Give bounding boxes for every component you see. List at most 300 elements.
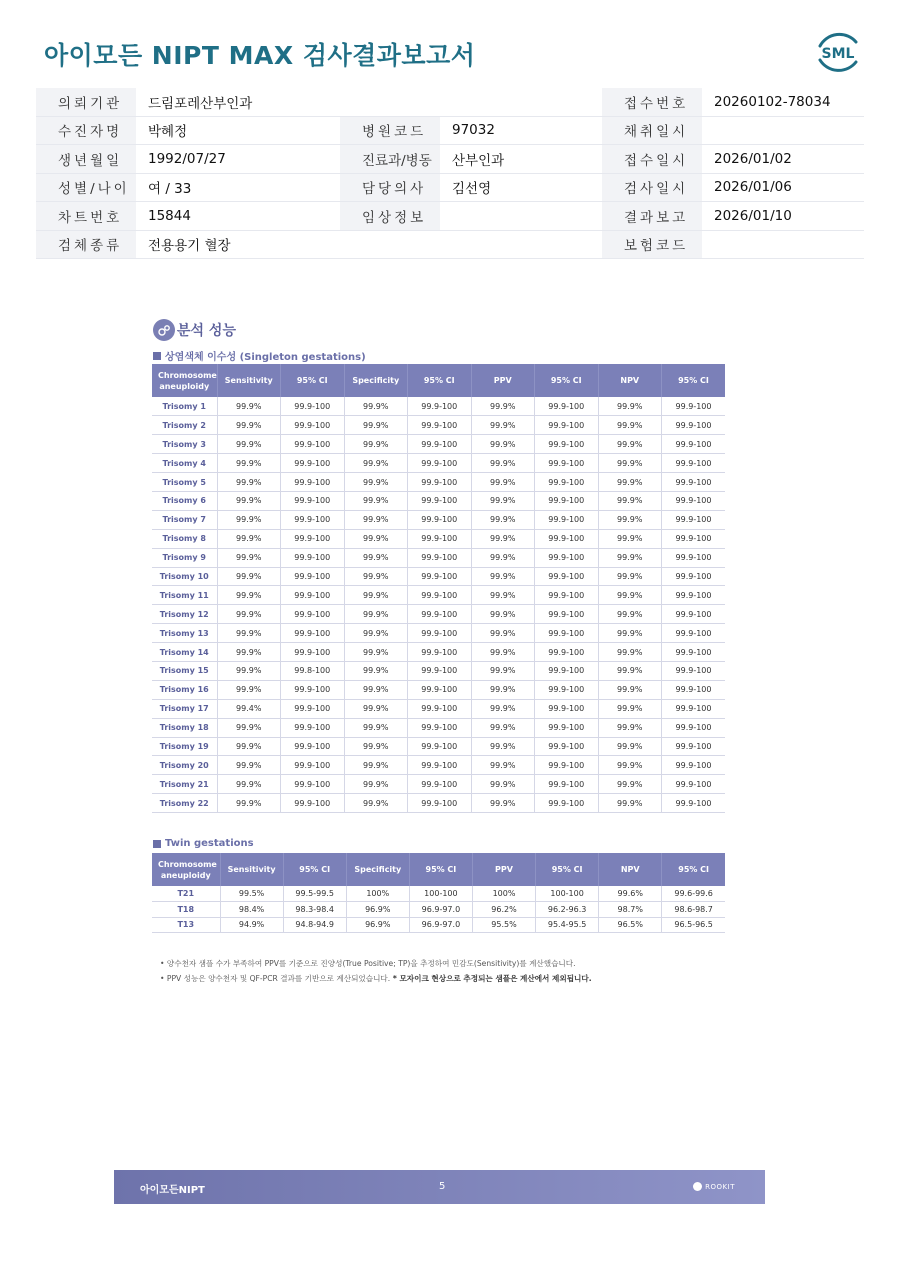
square-bullet-icon (153, 352, 161, 360)
table-cell: 99.9-100 (535, 473, 599, 492)
table-cell: 99.9% (217, 737, 281, 756)
column-header: 95% CI (535, 364, 599, 397)
table-cell: 99.9% (598, 454, 662, 473)
row-label: Trisomy 22 (152, 794, 217, 813)
table-cell: 99.9% (344, 529, 408, 548)
table-cell: 99.9-100 (408, 605, 472, 624)
table-cell: 99.9% (598, 718, 662, 737)
info-row (36, 88, 864, 117)
table-cell: 99.9-100 (535, 718, 599, 737)
table-header-row (152, 364, 725, 397)
info-value (702, 117, 864, 145)
table-cell: 99.9% (344, 737, 408, 756)
footnote-2-text: • PPV 성능은 양수천자 및 QF-PCR 결과를 기반으로 계산되었습니다. (160, 974, 391, 983)
table-cell: 99.4% (217, 699, 281, 718)
table-cell: 99.9-100 (408, 491, 472, 510)
table-cell: 99.6-99.6 (662, 886, 725, 902)
table-cell: 99.9% (217, 775, 281, 794)
row-label: Trisomy 20 (152, 756, 217, 775)
table-row (152, 567, 725, 586)
table-cell: 99.9% (471, 605, 535, 624)
table-cell: 98.4% (220, 902, 283, 918)
table-cell: 99.9-100 (535, 737, 599, 756)
info-value: 2026/01/10 (702, 202, 864, 230)
row-label: Trisomy 18 (152, 718, 217, 737)
table-cell: 96.9% (346, 902, 409, 918)
table-cell: 99.9-100 (408, 435, 472, 454)
table-cell: 99.9% (344, 718, 408, 737)
table-cell: 99.9-100 (662, 454, 726, 473)
table-row (152, 737, 725, 756)
table-cell: 99.9% (598, 416, 662, 435)
table-cell: 99.9% (471, 491, 535, 510)
table-cell: 99.9% (471, 756, 535, 775)
table-cell: 99.9-100 (408, 643, 472, 662)
table-cell: 99.9-100 (535, 699, 599, 718)
twin-subtitle (153, 838, 254, 849)
table-cell: 99.9-100 (408, 548, 472, 567)
table-cell: 99.5-99.5 (283, 886, 346, 902)
table-cell: 99.9-100 (535, 397, 599, 416)
table-cell: 100-100 (536, 886, 599, 902)
table-row (152, 529, 725, 548)
info-value: 김선영 (440, 174, 602, 202)
info-row (36, 117, 864, 146)
info-label: 병원코드 (340, 117, 440, 145)
row-label: Trisomy 7 (152, 510, 217, 529)
row-label: Trisomy 9 (152, 548, 217, 567)
column-header: 95% CI (409, 853, 472, 886)
column-header: 95% CI (283, 853, 346, 886)
table-cell: 99.9% (598, 435, 662, 454)
table-cell: 99.9% (217, 567, 281, 586)
singleton-subtitle-text: 상염색체 이수성 (Singleton gestations) (165, 352, 366, 363)
table-cell: 99.9-100 (281, 737, 345, 756)
table-cell: 99.9-100 (662, 529, 726, 548)
table-cell: 94.9% (220, 917, 283, 933)
row-label: T18 (152, 902, 220, 918)
table-cell: 99.9% (217, 529, 281, 548)
info-value: 15844 (136, 202, 340, 230)
singleton-subtitle (153, 348, 366, 363)
table-cell: 99.9-100 (662, 416, 726, 435)
table-cell: 99.9% (598, 567, 662, 586)
footer-mark-text: ROOKIT (705, 1182, 735, 1191)
table-row (152, 397, 725, 416)
column-header: Specificity (344, 364, 408, 397)
singleton-performance-table (152, 364, 725, 813)
table-cell: 99.9% (344, 454, 408, 473)
column-header: Chromosome aneuploidy (152, 364, 217, 397)
info-value: 드림포레산부인과 (136, 88, 602, 116)
table-cell: 99.9% (344, 510, 408, 529)
column-header: PPV (471, 364, 535, 397)
table-cell: 99.9-100 (662, 756, 726, 775)
table-cell: 99.9% (598, 548, 662, 567)
info-label: 보험코드 (602, 231, 702, 259)
table-row (152, 902, 725, 918)
row-label: Trisomy 11 (152, 586, 217, 605)
table-cell: 99.9% (598, 661, 662, 680)
patient-info-table (36, 88, 864, 259)
table-cell: 99.9-100 (281, 794, 345, 813)
table-cell: 99.9-100 (408, 510, 472, 529)
table-cell: 99.9-100 (535, 491, 599, 510)
table-cell: 99.9% (471, 680, 535, 699)
info-label: 성별/나이 (36, 174, 136, 202)
table-row (152, 661, 725, 680)
table-cell: 99.9% (598, 586, 662, 605)
table-cell: 99.9% (344, 605, 408, 624)
table-cell: 96.9% (346, 917, 409, 933)
table-cell: 99.9% (598, 737, 662, 756)
info-label: 수진자명 (36, 117, 136, 145)
table-cell: 99.9% (217, 661, 281, 680)
table-cell: 99.9-100 (408, 680, 472, 699)
table-cell: 99.9-100 (408, 454, 472, 473)
row-label: Trisomy 15 (152, 661, 217, 680)
table-cell: 99.9% (217, 586, 281, 605)
table-cell: 99.9% (344, 794, 408, 813)
row-label: Trisomy 3 (152, 435, 217, 454)
table-cell: 99.9% (344, 756, 408, 775)
rookit-logo-icon (693, 1182, 702, 1191)
table-cell: 99.9-100 (281, 680, 345, 699)
table-cell: 99.9% (471, 510, 535, 529)
table-cell: 99.9% (598, 529, 662, 548)
table-cell: 99.9-100 (281, 605, 345, 624)
table-cell: 99.9% (471, 699, 535, 718)
column-header: Sensitivity (217, 364, 281, 397)
table-cell: 99.9% (217, 643, 281, 662)
table-cell: 99.9-100 (662, 567, 726, 586)
table-cell: 99.9% (471, 737, 535, 756)
table-cell: 99.9% (344, 775, 408, 794)
row-label: Trisomy 6 (152, 491, 217, 510)
table-cell: 99.9% (344, 473, 408, 492)
table-cell: 99.9-100 (281, 699, 345, 718)
table-cell: 99.5% (220, 886, 283, 902)
table-cell: 99.9-100 (535, 510, 599, 529)
info-label: 검사일시 (602, 174, 702, 202)
table-cell: 99.9% (217, 718, 281, 737)
table-cell: 99.9-100 (535, 775, 599, 794)
table-row (152, 586, 725, 605)
footnote-2 (160, 971, 592, 986)
section-header (153, 319, 236, 341)
table-cell: 99.9-100 (408, 661, 472, 680)
table-cell: 99.9% (471, 529, 535, 548)
row-label: Trisomy 1 (152, 397, 217, 416)
info-value: 97032 (440, 117, 602, 145)
table-cell: 95.4-95.5 (536, 917, 599, 933)
table-cell: 99.9-100 (662, 680, 726, 699)
row-label: Trisomy 5 (152, 473, 217, 492)
table-cell: 99.9% (471, 435, 535, 454)
table-cell: 99.9% (471, 473, 535, 492)
table-cell: 99.9-100 (281, 397, 345, 416)
table-cell: 99.9-100 (281, 586, 345, 605)
table-cell: 99.9-100 (408, 473, 472, 492)
table-row (152, 794, 725, 813)
table-row (152, 680, 725, 699)
table-cell: 99.9% (471, 397, 535, 416)
page-footer (114, 1170, 765, 1204)
info-label: 의뢰기관 (36, 88, 136, 116)
footnote-1: • 양수천자 샘플 수가 부족하여 PPV를 기준으로 진양성(True Positive; TP)을 추정하여 민감도(Sensitivity)를 계산했습니다. (160, 959, 576, 968)
table-cell: 99.8-100 (281, 661, 345, 680)
info-label: 결과보고 (602, 202, 702, 230)
table-cell: 99.9% (217, 794, 281, 813)
row-label: Trisomy 12 (152, 605, 217, 624)
table-cell: 99.9% (598, 794, 662, 813)
info-row (36, 174, 864, 203)
table-row (152, 624, 725, 643)
table-cell: 99.9% (217, 756, 281, 775)
table-cell: 99.9-100 (281, 624, 345, 643)
table-cell: 99.9% (217, 435, 281, 454)
table-cell: 99.9% (217, 416, 281, 435)
column-header: Specificity (346, 853, 409, 886)
sml-logo (812, 28, 864, 76)
table-cell: 99.9-100 (281, 510, 345, 529)
table-cell: 99.9-100 (535, 567, 599, 586)
table-cell: 99.9-100 (662, 435, 726, 454)
column-header: 95% CI (281, 364, 345, 397)
info-row (36, 231, 864, 260)
table-cell: 100% (346, 886, 409, 902)
row-label: Trisomy 14 (152, 643, 217, 662)
table-cell: 99.9% (471, 586, 535, 605)
table-cell: 99.9-100 (408, 397, 472, 416)
info-value (440, 202, 602, 230)
table-cell: 95.5% (472, 917, 535, 933)
table-cell: 99.9-100 (535, 454, 599, 473)
table-cell: 99.9% (598, 510, 662, 529)
table-cell: 99.9-100 (662, 699, 726, 718)
flask-icon (153, 319, 175, 341)
table-cell: 99.9% (217, 624, 281, 643)
column-header: PPV (472, 853, 535, 886)
table-cell: 99.9-100 (408, 567, 472, 586)
table-cell: 99.6% (599, 886, 662, 902)
table-cell: 99.9% (344, 624, 408, 643)
table-cell: 99.9% (471, 718, 535, 737)
row-label: Trisomy 8 (152, 529, 217, 548)
table-cell: 99.9% (344, 661, 408, 680)
table-cell: 99.9% (598, 624, 662, 643)
table-cell: 99.9% (217, 397, 281, 416)
table-row (152, 510, 725, 529)
table-cell: 99.9% (344, 643, 408, 662)
table-cell: 99.9-100 (535, 605, 599, 624)
table-cell: 99.9-100 (535, 680, 599, 699)
table-cell: 99.9-100 (408, 624, 472, 643)
table-cell: 99.9% (344, 680, 408, 699)
table-row (152, 643, 725, 662)
table-cell: 99.9-100 (408, 699, 472, 718)
table-cell: 99.9% (471, 643, 535, 662)
table-cell: 96.2% (472, 902, 535, 918)
table-cell: 99.9% (471, 416, 535, 435)
column-header: 95% CI (662, 364, 726, 397)
info-value: 전용용기 혈장 (136, 231, 602, 259)
info-value: 20260102-78034 (702, 88, 864, 116)
table-cell: 99.9-100 (408, 416, 472, 435)
info-label: 담당의사 (340, 174, 440, 202)
table-cell: 99.9-100 (281, 435, 345, 454)
info-label: 임상정보 (340, 202, 440, 230)
column-header: 95% CI (408, 364, 472, 397)
table-cell: 99.9% (471, 567, 535, 586)
twin-subtitle-text: Twin gestations (165, 838, 254, 849)
table-cell: 99.9% (598, 473, 662, 492)
table-cell: 99.9-100 (281, 473, 345, 492)
table-cell: 99.9% (344, 435, 408, 454)
table-cell: 98.3-98.4 (283, 902, 346, 918)
footnote-2-emphasis: * 모자이크 현상으로 추정되는 샘플은 계산에서 제외됩니다. (390, 974, 592, 983)
table-cell: 99.9-100 (281, 454, 345, 473)
table-cell: 99.9% (217, 491, 281, 510)
info-value: 여 / 33 (136, 174, 340, 202)
table-row (152, 699, 725, 718)
table-cell: 99.9-100 (535, 548, 599, 567)
info-label: 생년월일 (36, 145, 136, 173)
table-cell: 98.7% (599, 902, 662, 918)
table-cell: 99.9-100 (281, 567, 345, 586)
table-cell: 99.9-100 (535, 643, 599, 662)
info-value: 박혜정 (136, 117, 340, 145)
table-cell: 99.9-100 (535, 756, 599, 775)
table-cell: 99.9% (344, 586, 408, 605)
page-number: 5 (439, 1181, 446, 1192)
table-cell: 96.5% (599, 917, 662, 933)
footer-brand: 아이모든NIPT (140, 1185, 205, 1196)
table-cell: 99.9% (217, 605, 281, 624)
table-cell: 96.2-96.3 (536, 902, 599, 918)
column-header: 95% CI (536, 853, 599, 886)
column-header: NPV (599, 853, 662, 886)
row-label: Trisomy 21 (152, 775, 217, 794)
table-cell: 99.9-100 (281, 643, 345, 662)
table-cell: 99.9-100 (535, 529, 599, 548)
info-label: 접수일시 (602, 145, 702, 173)
table-cell: 99.9% (471, 775, 535, 794)
table-cell: 99.9% (471, 624, 535, 643)
footer-mark (693, 1182, 735, 1191)
table-row (152, 416, 725, 435)
table-cell: 99.9% (471, 661, 535, 680)
info-label: 검체종류 (36, 231, 136, 259)
table-cell: 99.9-100 (662, 586, 726, 605)
row-label: Trisomy 16 (152, 680, 217, 699)
table-cell: 99.9-100 (281, 416, 345, 435)
table-cell: 99.9% (217, 454, 281, 473)
table-cell: 99.9% (598, 775, 662, 794)
table-cell: 94.8-94.9 (283, 917, 346, 933)
table-cell: 99.9% (598, 756, 662, 775)
row-label: Trisomy 10 (152, 567, 217, 586)
table-cell: 99.9-100 (662, 718, 726, 737)
table-row (152, 775, 725, 794)
info-value: 2026/01/02 (702, 145, 864, 173)
info-label: 차트번호 (36, 202, 136, 230)
table-cell: 99.9-100 (662, 510, 726, 529)
table-cell: 99.9% (598, 397, 662, 416)
table-cell: 99.9-100 (662, 661, 726, 680)
info-value: 1992/07/27 (136, 145, 340, 173)
table-row (152, 548, 725, 567)
twin-performance-table (152, 853, 725, 933)
table-cell: 99.9% (471, 454, 535, 473)
table-cell: 99.9-100 (408, 756, 472, 775)
table-cell: 96.9-97.0 (409, 917, 472, 933)
info-row (36, 145, 864, 174)
table-cell: 99.9-100 (281, 529, 345, 548)
table-cell: 99.9-100 (281, 775, 345, 794)
table-cell: 99.9% (344, 397, 408, 416)
table-cell: 99.9-100 (408, 586, 472, 605)
table-cell: 99.9% (217, 510, 281, 529)
table-cell: 99.9-100 (408, 737, 472, 756)
table-cell: 100% (472, 886, 535, 902)
table-header-row (152, 853, 725, 886)
table-row (152, 454, 725, 473)
table-cell: 99.9-100 (662, 473, 726, 492)
row-label: Trisomy 4 (152, 454, 217, 473)
table-cell: 99.9-100 (408, 529, 472, 548)
table-row (152, 605, 725, 624)
report-title: 아이모든 NIPT MAX 검사결과보고서 (44, 41, 476, 70)
table-cell: 99.9-100 (281, 756, 345, 775)
table-cell: 99.9-100 (281, 491, 345, 510)
table-cell: 99.9-100 (662, 491, 726, 510)
table-cell: 99.9% (471, 794, 535, 813)
table-cell: 96.5-96.5 (662, 917, 725, 933)
table-cell: 99.9-100 (662, 775, 726, 794)
footnotes (160, 956, 592, 986)
table-cell: 99.9% (344, 491, 408, 510)
table-row (152, 718, 725, 737)
table-row (152, 473, 725, 492)
logo-text: SML (821, 46, 855, 62)
table-cell: 99.9-100 (662, 643, 726, 662)
square-bullet-icon (153, 840, 161, 848)
row-label: T13 (152, 917, 220, 933)
column-header: NPV (598, 364, 662, 397)
info-value (702, 231, 864, 259)
row-label: Trisomy 13 (152, 624, 217, 643)
table-row (152, 491, 725, 510)
table-cell: 99.9-100 (408, 775, 472, 794)
table-cell: 99.9% (598, 605, 662, 624)
section-title: 분석 성능 (177, 323, 236, 339)
table-row (152, 886, 725, 902)
info-value: 2026/01/06 (702, 174, 864, 202)
info-row (36, 202, 864, 231)
table-cell: 99.9-100 (662, 737, 726, 756)
info-label: 진료과/병동 (340, 145, 440, 173)
table-cell: 99.9-100 (662, 605, 726, 624)
table-cell: 99.9-100 (535, 586, 599, 605)
table-cell: 99.9-100 (662, 624, 726, 643)
table-cell: 99.9-100 (408, 718, 472, 737)
column-header: 95% CI (662, 853, 725, 886)
table-cell: 99.9-100 (662, 397, 726, 416)
table-row (152, 756, 725, 775)
table-cell: 99.9% (598, 680, 662, 699)
table-cell: 99.9% (217, 548, 281, 567)
